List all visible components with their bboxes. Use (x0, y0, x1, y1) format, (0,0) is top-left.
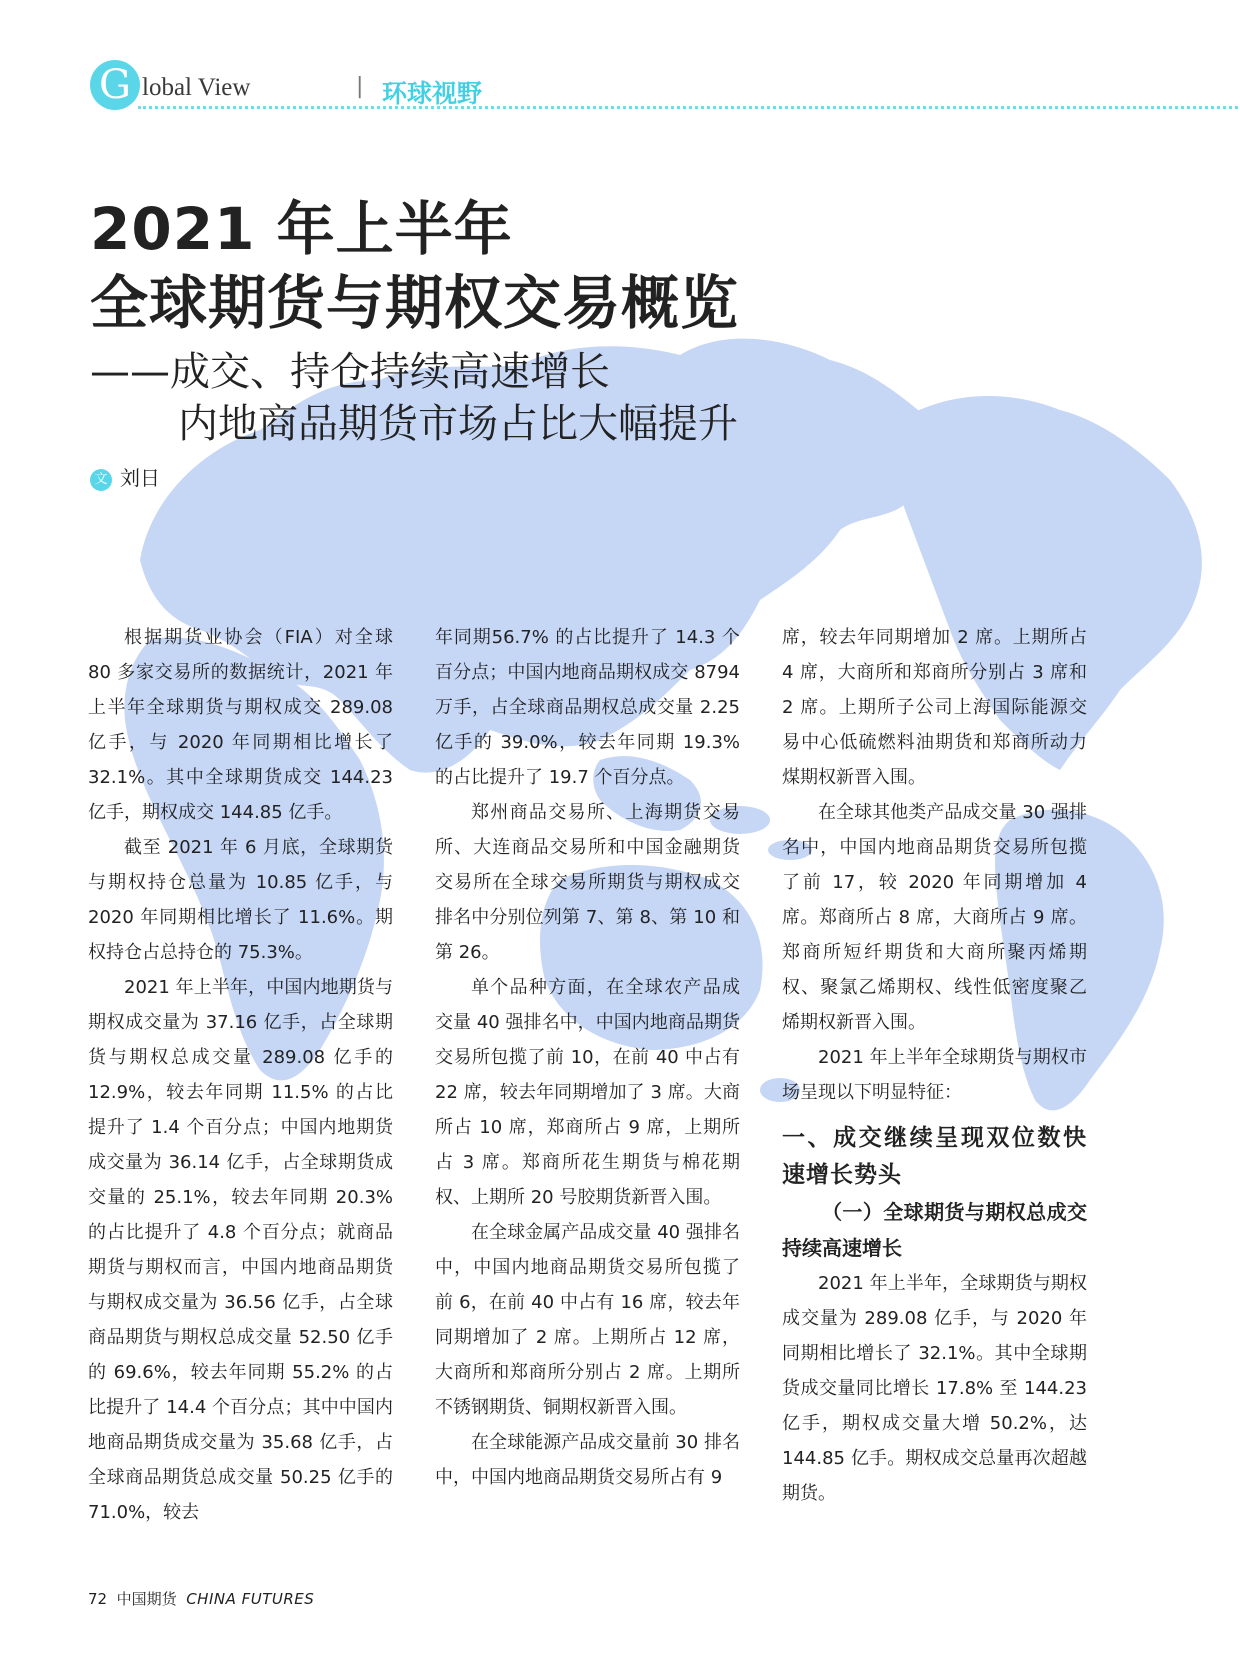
paragraph: 郑州商品交易所、上海期货交易所、大连商品交易所和中国金融期货交易所在全球交易所期货与期权成交排名中分别位列第 7、第 8、第 10 和第 26。 (435, 802, 740, 963)
paragraph: 根据期货业协会（FIA）对全球 80 多家交易所的数据统计，2021 年上半年全球期货与期权成交 289.08 亿手，与 2020 年同期相比增长了 32.1%。其中全球期货成交 144.23 亿手，期权成交 144.85 亿手。 (88, 627, 393, 823)
paragraph-continued: 席，较去年同期增加 2 席。上期所占 4 席，大商所和郑商所分别占 3 席和 2 席。上期所子公司上海国际能源交易中心低硫燃料油期货和郑商所动力煤期权新晋入围。 (782, 627, 1087, 788)
header-chinese-title: 环球视野 (382, 79, 483, 108)
global-view-g-logo: G (90, 60, 140, 110)
paragraph: 在全球能源产品成交量前 30 排名中，中国内地商品期货交易所占有 9 (435, 1432, 740, 1488)
paragraph: 在全球其他类产品成交量 30 强排名中，中国内地商品期货交易所包揽了前 17，较 2020 年同期增加 4 席。郑商所占 8 席，大商所占 9 席。郑商所短纤期货和大商所聚丙烯期权、聚氯乙烯期权、线性低密度聚乙烯期权新晋入围。 (782, 802, 1087, 1033)
section-heading: 一、成交继续呈现双位数快速增长势头 (782, 1125, 1087, 1188)
paragraph: 2021 年上半年全球期货与期权市场呈现以下明显特征： (782, 1047, 1087, 1103)
page-footer (88, 1588, 314, 1609)
paragraph: 在全球金属产品成交量 40 强排名中，中国内地商品期货交易所包揽了前 6，在前 40 中占有 16 席，较去年同期增加了 2 席。上期所占 12 席，大商所和郑商所分别占 2 席。上期所不锈钢期货、铜期权新晋入围。 (435, 1222, 740, 1418)
title-line-2: 全球期货与期权交易概览 (90, 269, 740, 337)
text-column-1 (88, 620, 393, 1530)
article-title (90, 192, 739, 340)
paragraph: 2021 年上半年，中国内地期货与期权成交量为 37.16 亿手，占全球期货与期权总成交量 289.08 亿手的 12.9%，较去年同期 11.5% 的占比提升了 1.4 个百分点；中国内地期货成交量为 36.14 亿手，占全球期货成交量的 25.1%，较去年同期 20.3% 的占比提升了 4.8 个百分点；就商品期货与期权而言，中国内地商品期货与期权成交量为 36.56 亿手，占全球商品期货与期权总成交量 52.50 亿手的 69.6%，较去年同期 55.2% 的占比提升了 14.4 个百分点；其中中国内地商品期货成交量为 35.68 亿手，占全球商品期货总成交量 50.25 亿手的 71.0%，较去 (88, 977, 393, 1523)
article-subtitle (90, 346, 738, 450)
paragraph: 截至 2021 年 6 月底，全球期货与期权持仓总量为 10.85 亿手，与 2020 年同期相比增长了 11.6%。期权持仓占总持仓的 75.3%。 (88, 837, 393, 963)
author-icon: 文 (90, 469, 112, 491)
paragraph: 2021 年上半年，全球期货与期权成交量为 289.08 亿手，与 2020 年同期相比增长了 32.1%。其中全球期货成交量同比增长 17.8% 至 144.23 亿手，期权成交量大增 50.2%，达 144.85 亿手。期权成交总量再次超越期货。 (782, 1273, 1087, 1504)
subtitle-line-1: ——成交、持仓持续高速增长 (90, 349, 610, 395)
text-column-3 (782, 620, 1087, 1511)
page-number: 72 (88, 1590, 108, 1608)
author-name: 刘日 (120, 466, 160, 490)
byline (90, 462, 160, 491)
magazine-name-cn: 中国期货 (116, 1590, 177, 1608)
header-dotted-rule (138, 106, 1238, 109)
subsection-heading: （一）全球期货与期权总成交持续高速增长 (782, 1200, 1087, 1260)
title-line-1: 2021 年上半年 (90, 195, 513, 263)
section-header (90, 60, 1240, 120)
paragraph-continued: 年同期56.7% 的占比提升了 14.3 个百分点；中国内地商品期权成交 8794 万手，占全球商品期权总成交量 2.25 亿手的 39.0%，较去年同期 19.3% 的占比提升了 19.7 个百分点。 (435, 627, 740, 788)
magazine-name-en: CHINA FUTURES (186, 1590, 315, 1608)
header-english-title: lobal View (142, 74, 251, 101)
text-column-2 (435, 620, 740, 1495)
paragraph: 单个品种方面，在全球农产品成交量 40 强排名中，中国内地商品期货交易所包揽了前 10，在前 40 中占有 22 席，较去年同期增加了 3 席。大商所占 10 席，郑商所占 9 席，上期所占 3 席。郑商所花生期货与棉花期权、上期所 20 号胶期货新晋入围。 (435, 977, 740, 1208)
subtitle-line-2: 内地商品期货市场占比大幅提升 (178, 401, 738, 447)
header-separator: | (356, 74, 364, 99)
